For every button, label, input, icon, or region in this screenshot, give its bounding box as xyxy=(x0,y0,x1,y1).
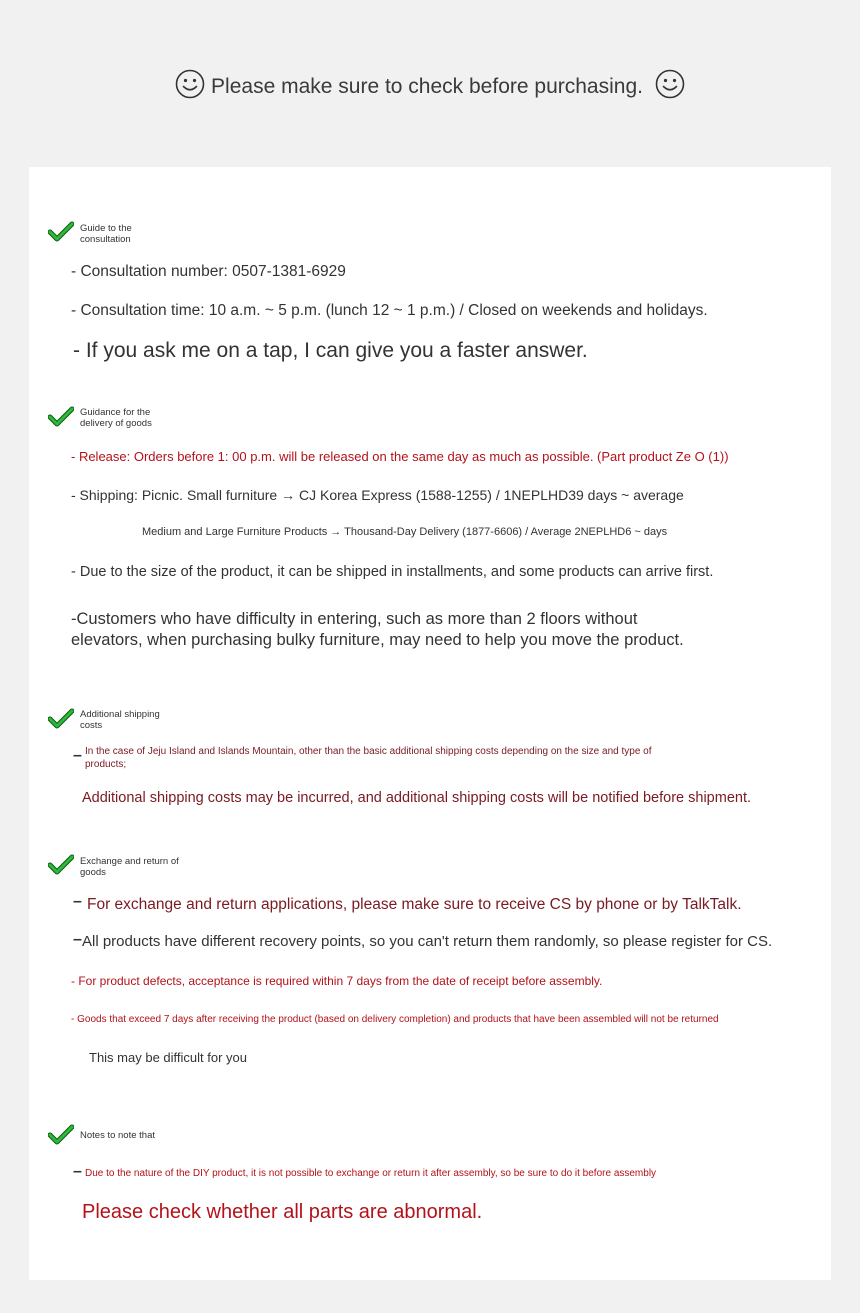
delivery-shipping: - Shipping: Picnic. Small furniture → CJ Korea Express (1588-1255) / 1NEPLHD39 days ~ average xyxy=(71,487,684,503)
section-title-delivery: Guidance for the delivery of goods xyxy=(80,407,152,429)
checkmark-icon xyxy=(48,854,74,876)
additional-jeju-line2: products; xyxy=(85,759,127,770)
checkmark-icon xyxy=(48,221,74,243)
smiley-icon xyxy=(655,69,685,99)
exchange-exceed: - Goods that exceed 7 days after receiving the product (based on delivery completion) and products that have been assembled will not be returned xyxy=(71,1014,719,1025)
additional-jeju-line1: In the case of Jeju Island and Islands Mountain, other than the basic additional shipping costs depending on the size and type of xyxy=(85,746,652,757)
page-header xyxy=(0,62,860,106)
consultation-number: - Consultation number: 0507-1381-6929 xyxy=(71,263,346,280)
smiley-icon xyxy=(175,69,205,99)
exchange-difficult: This may be difficult for you xyxy=(89,1050,247,1065)
section-title-additional-shipping: Additional shipping costs xyxy=(80,709,160,731)
dash-marker: – xyxy=(73,747,82,764)
checkmark-icon xyxy=(48,406,74,428)
notice-card xyxy=(29,167,831,1280)
dash-marker: – xyxy=(73,1163,82,1180)
exchange-defects: - For product defects, acceptance is required within 7 days from the date of receipt before assembly. xyxy=(71,974,603,988)
notes-check-parts: Please check whether all parts are abnormal. xyxy=(82,1201,483,1223)
section-title-notes: Notes to note that xyxy=(80,1130,155,1141)
checkmark-icon xyxy=(48,1124,74,1146)
exchange-recovery: All products have different recovery points, so you can't return them randomly, so please register for CS. xyxy=(82,933,773,950)
delivery-release: - Release: Orders before 1: 00 p.m. will be released on the same day as much as possible. (Part product Ze O (1)) xyxy=(71,449,729,464)
checkmark-icon xyxy=(48,708,74,730)
exchange-applications: For exchange and return applications, please make sure to receive CS by phone or by TalkTalk. xyxy=(87,896,742,913)
notes-diy: Due to the nature of the DIY product, it is not possible to exchange or return it after assembly, so be sure to do it before assembly xyxy=(85,1168,657,1179)
section-title-consultation: Guide to the consultation xyxy=(80,223,132,245)
additional-incurred: Additional shipping costs may be incurred, and additional shipping costs will be notified before shipment. xyxy=(82,790,752,806)
consultation-tap-note: - If you ask me on a tap, I can give you a faster answer. xyxy=(73,339,588,362)
delivery-customers-line1: -Customers who have difficulty in entering, such as more than 2 floors without xyxy=(71,610,638,628)
header-title: Please make sure to check before purchasing. xyxy=(211,75,643,98)
dash-marker: – xyxy=(73,931,82,948)
consultation-time: - Consultation time: 10 a.m. ~ 5 p.m. (lunch 12 ~ 1 p.m.) / Closed on weekends and holidays. xyxy=(71,302,708,319)
dash-marker: – xyxy=(73,893,82,910)
delivery-customers-line2: elevators, when purchasing bulky furniture, may need to help you move the product. xyxy=(71,631,684,649)
section-title-exchange-return: Exchange and return of goods xyxy=(80,856,179,878)
delivery-installments: - Due to the size of the product, it can be shipped in installments, and some products can arrive first. xyxy=(71,564,714,580)
delivery-medium-large: Medium and Large Furniture Products → Thousand-Day Delivery (1877-6606) / Average 2NEPLHD6 ~ days xyxy=(142,526,668,538)
